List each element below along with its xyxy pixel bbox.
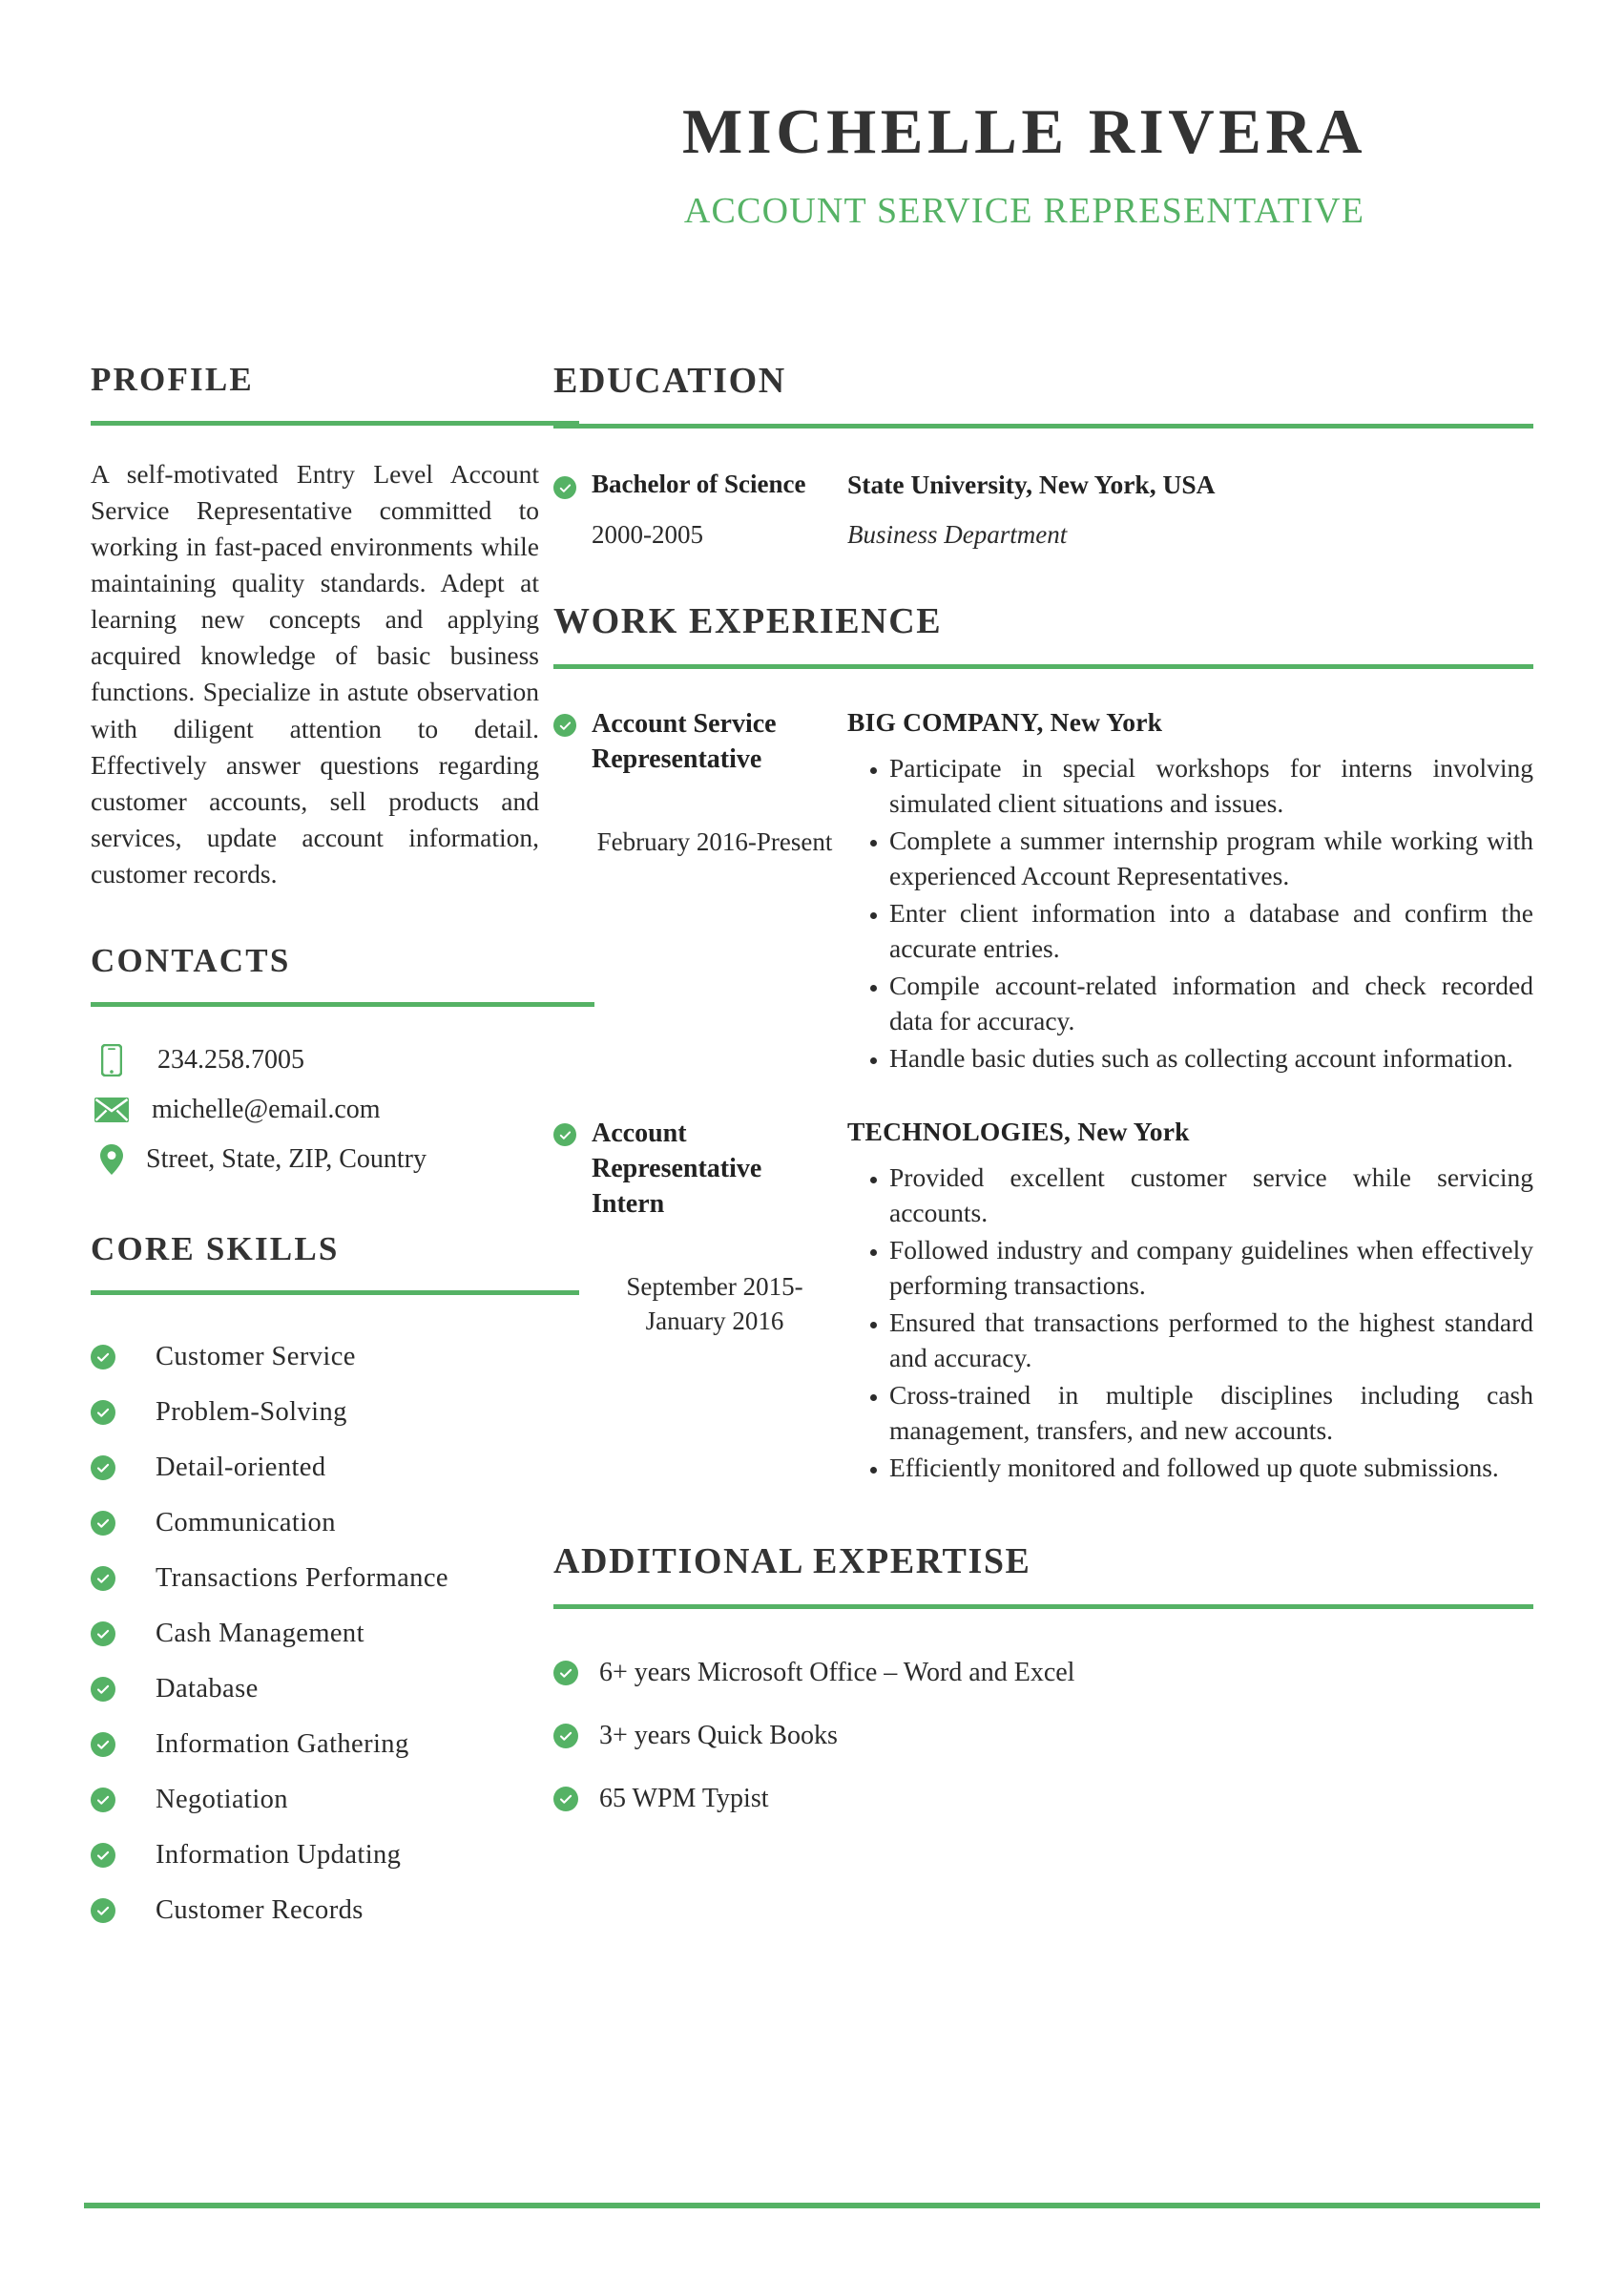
- contacts-divider: [91, 1002, 594, 1007]
- education-divider: [553, 424, 1533, 429]
- work-bullet: • Followed industry and company guidelines when effectively performing transactions.: [889, 1233, 1533, 1304]
- check-badge-icon: [553, 1787, 578, 1811]
- contacts-list: [91, 1035, 496, 1184]
- work-bullet-list: [847, 1160, 1533, 1486]
- left-column: [0, 363, 553, 1938]
- check-badge-icon: [91, 1677, 115, 1702]
- core-skill-item: [91, 1495, 496, 1551]
- contact-email-value: michelle@email.com: [152, 1094, 381, 1124]
- education-entry: [553, 469, 1533, 550]
- check-badge-wrap: [91, 1566, 146, 1591]
- work-right: [847, 1117, 1533, 1488]
- envelope-icon: [91, 1098, 133, 1122]
- check-badge-wrap: [553, 1787, 593, 1811]
- additional-expertise-divider: [553, 1604, 1533, 1609]
- check-badge-wrap: [91, 1455, 146, 1480]
- check-badge-wrap: [91, 1788, 146, 1812]
- work-bullet: • Provided excellent customer service while servicing accounts.: [889, 1160, 1533, 1231]
- contacts-section: [91, 941, 496, 1184]
- work-role: Account Representative Intern: [592, 1119, 762, 1220]
- profile-divider: [91, 421, 579, 426]
- core-skill-label: Customer Service: [156, 1341, 356, 1371]
- check-badge-wrap: [91, 1898, 146, 1923]
- additional-expertise-item: [553, 1767, 1533, 1830]
- education-list: [553, 469, 1533, 550]
- core-skill-item: [91, 1828, 496, 1883]
- work-experience-list: [553, 707, 1533, 1488]
- check-badge-wrap: [91, 1677, 146, 1702]
- work-check-icon: [553, 1117, 592, 1488]
- core-skill-label: Detail-oriented: [156, 1452, 326, 1482]
- work-bullet: • Compile account-related information and check recorded data for accuracy.: [889, 969, 1533, 1039]
- work-bullet: • Handle basic duties such as collecting account information.: [889, 1041, 1533, 1077]
- check-badge-icon: [553, 1661, 578, 1685]
- additional-expertise-item: [553, 1641, 1533, 1704]
- core-skill-item: [91, 1883, 496, 1938]
- check-badge-wrap: [91, 1400, 146, 1425]
- work-dates: February 2016-Present: [596, 827, 833, 857]
- work-bullet: • Complete a summer internship program while working with experienced Account Representatives.: [889, 824, 1533, 894]
- work-left: [592, 707, 847, 1078]
- check-badge-wrap: [91, 1511, 146, 1536]
- work-check-icon: [553, 707, 592, 1078]
- work-bullet: • Ensured that transactions performed to the highest standard and accuracy.: [889, 1306, 1533, 1376]
- core-skills-section: [91, 1229, 496, 1938]
- education-check-icon: [553, 469, 592, 550]
- footer-divider: [84, 2203, 1540, 2208]
- education-section: [553, 363, 1533, 550]
- education-degree: Bachelor of Science: [592, 470, 806, 498]
- education-department: Business Department: [847, 520, 1068, 550]
- core-skill-item: [91, 1440, 496, 1495]
- core-skill-label: Database: [156, 1673, 259, 1704]
- education-school: State University, New York, USA: [847, 470, 1216, 499]
- check-badge-icon: [91, 1511, 115, 1536]
- check-badge-icon: [553, 714, 576, 737]
- profile-heading: PROFILE: [91, 361, 254, 398]
- profile-section: [91, 361, 539, 892]
- additional-expertise-heading: ADDITIONAL EXPERTISE: [553, 1541, 1031, 1582]
- check-badge-wrap: [91, 1621, 146, 1646]
- phone-icon: [91, 1044, 133, 1077]
- check-badge-icon: [91, 1732, 115, 1757]
- work-company: TECHNOLOGIES, New York: [847, 1117, 1190, 1147]
- check-badge-icon: [553, 1123, 576, 1146]
- core-skills-divider: [91, 1290, 579, 1295]
- contact-phone-value: 234.258.7005: [157, 1044, 304, 1075]
- work-bullet: • Cross-trained in multiple disciplines including cash management, transfers, and new accounts.: [889, 1378, 1533, 1449]
- check-badge-wrap: [91, 1843, 146, 1868]
- core-skill-item: [91, 1329, 496, 1385]
- check-badge-wrap: [91, 1732, 146, 1757]
- contact-item-email[interactable]: [91, 1085, 496, 1135]
- check-badge-wrap: [553, 1661, 593, 1685]
- contact-address-value: Street, State, ZIP, Country: [146, 1143, 427, 1174]
- check-badge-wrap: [553, 1724, 593, 1748]
- work-right: [847, 707, 1533, 1078]
- check-badge-icon: [91, 1345, 115, 1369]
- check-badge-icon: [91, 1566, 115, 1591]
- work-company: BIG COMPANY, New York: [847, 707, 1163, 738]
- additional-expertise-list: [553, 1641, 1533, 1830]
- contact-item-address[interactable]: [91, 1135, 496, 1184]
- work-bullet: • Participate in special workshops for interns involving simulated client situations and issues.: [889, 751, 1533, 822]
- work-experience-heading: WORK EXPERIENCE: [553, 601, 943, 642]
- work-experience-entry: [553, 1117, 1533, 1488]
- work-experience-divider: [553, 664, 1533, 669]
- core-skills-list: [91, 1329, 496, 1938]
- core-skill-item: [91, 1717, 496, 1772]
- additional-expertise-label: 3+ years Quick Books: [599, 1721, 838, 1751]
- core-skill-label: Customer Records: [156, 1894, 364, 1925]
- core-skill-item: [91, 1662, 496, 1717]
- location-pin-icon: [91, 1143, 133, 1176]
- work-bullet: • Efficiently monitored and followed up quote submissions.: [889, 1451, 1533, 1486]
- education-years: 2000-2005: [592, 519, 703, 549]
- work-experience-entry: [553, 707, 1533, 1078]
- resume-header: [0, 0, 1624, 229]
- right-column: [553, 363, 1624, 1938]
- work-bullet-list: [847, 751, 1533, 1077]
- core-skill-item: [91, 1385, 496, 1440]
- check-badge-icon: [91, 1898, 115, 1923]
- work-left: [592, 1117, 847, 1488]
- contact-item-phone[interactable]: [91, 1035, 496, 1085]
- education-left: [592, 469, 847, 550]
- candidate-name: MICHELLE RIVERA: [681, 96, 1367, 167]
- check-badge-icon: [91, 1621, 115, 1646]
- core-skill-label: Information Updating: [156, 1839, 402, 1870]
- core-skill-item: [91, 1551, 496, 1606]
- core-skill-label: Communication: [156, 1507, 336, 1537]
- work-dates: September 2015-January 2016: [626, 1272, 803, 1335]
- work-bullet: • Enter client information into a database and confirm the accurate entries.: [889, 896, 1533, 967]
- additional-expertise-label: 6+ years Microsoft Office – Word and Excel: [599, 1658, 1075, 1688]
- core-skill-label: Cash Management: [156, 1618, 364, 1648]
- additional-expertise-item: [553, 1704, 1533, 1767]
- core-skill-label: Negotiation: [156, 1784, 288, 1814]
- resume-body-columns: [0, 363, 1624, 1938]
- core-skill-label: Information Gathering: [156, 1728, 409, 1759]
- work-experience-section: [553, 603, 1533, 1488]
- core-skill-label: Problem-Solving: [156, 1396, 347, 1427]
- contacts-heading: CONTACTS: [91, 941, 291, 979]
- check-badge-icon: [553, 1724, 578, 1748]
- additional-expertise-label: 65 WPM Typist: [599, 1784, 769, 1814]
- core-skill-label: Transactions Performance: [156, 1562, 448, 1593]
- profile-body: A self-motivated Entry Level Account Service Representative committed to working in fast-paced environments while maintaining quality standards. Adept at learning new concepts and applying acquired knowledge of basic business functions. Specialize in astute observation with diligent attention to detail. Effectively answer questions regarding customer accounts, sell products and services, update account information, customer records.: [91, 459, 539, 889]
- additional-expertise-section: [553, 1543, 1533, 1830]
- candidate-job-title: ACCOUNT SERVICE REPRESENTATIVE: [683, 191, 1365, 231]
- check-badge-icon: [553, 476, 576, 499]
- check-badge-icon: [91, 1455, 115, 1480]
- core-skill-item: [91, 1606, 496, 1662]
- check-badge-icon: [91, 1843, 115, 1868]
- check-badge-icon: [91, 1400, 115, 1425]
- core-skills-heading: CORE SKILLS: [91, 1229, 340, 1267]
- check-badge-wrap: [91, 1345, 146, 1369]
- education-right: [847, 469, 1533, 550]
- work-role: Account Service Representative: [592, 709, 777, 775]
- education-heading: EDUCATION: [553, 361, 786, 401]
- check-badge-icon: [91, 1788, 115, 1812]
- core-skill-item: [91, 1772, 496, 1828]
